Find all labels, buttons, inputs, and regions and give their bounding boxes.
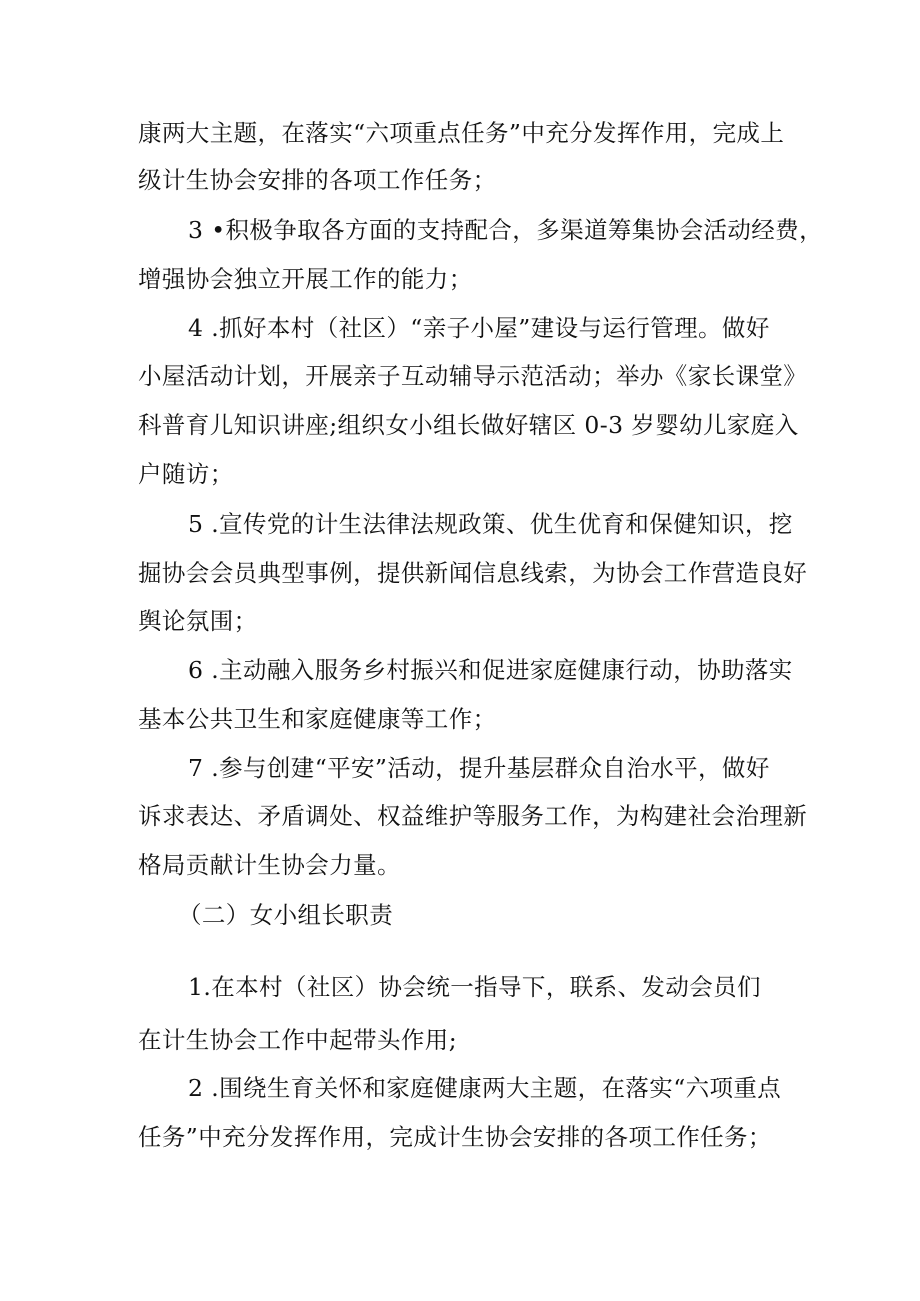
text-line: 康两大主题，在落实“六项重点任务”中充分发挥作用，完成上 bbox=[138, 119, 785, 147]
text-line: 5 .宣传党的计生法律法规政策、优生优育和保健知识，挖 bbox=[188, 510, 793, 538]
text-line: 2 .围绕生育关怀和家庭健康两大主题，在落实“六项重点 bbox=[188, 1074, 782, 1102]
text-line: 小屋活动计划，开展亲子互动辅导示范活动；举办《家长课堂》 bbox=[138, 362, 808, 390]
text-line: 7 .参与创建“平安”活动，提升基层群众自治水平，做好 bbox=[188, 754, 770, 782]
text-line: 户随访； bbox=[138, 460, 234, 488]
text-line: 基本公共卫生和家庭健康等工作； bbox=[138, 705, 497, 733]
text-line: 任务”中充分发挥作用，完成计生协会安排的各项工作任务； bbox=[138, 1123, 772, 1151]
text-line: 增强协会独立开展工作的能力； bbox=[138, 265, 473, 293]
text-line: 诉求表达、矛盾调处、权益维护等服务工作，为构建社会治理新 bbox=[138, 802, 808, 830]
text-line: 科普育儿知识讲座;组织女小组长做好辖区 0-3 岁婴幼儿家庭入 bbox=[138, 411, 799, 439]
text-line: 掘协会会员典型事例，提供新闻信息线索，为协会工作营造良好 bbox=[138, 559, 808, 587]
text-line: 4 .抓好本村（社区）“亲子小屋”建设与运行管理。做好 bbox=[188, 314, 770, 342]
text-line: 在计生协会工作中起带头作用; bbox=[138, 1026, 458, 1054]
text-line: 1.在本村（社区）协会统一指导下，联系、发动会员们 bbox=[188, 973, 761, 1001]
text-line: 6 .主动融入服务乡村振兴和促进家庭健康行动，协助落实 bbox=[188, 656, 793, 684]
text-line: 3 •积极争取各方面的支持配合，多渠道筹集协会活动经费， bbox=[188, 216, 823, 244]
section-heading: （二）女小组长职责 bbox=[178, 901, 394, 929]
text-line: 舆论氛围； bbox=[138, 607, 258, 635]
text-line: 格局贡献计生协会力量。 bbox=[138, 851, 401, 879]
text-line: 级计生协会安排的各项工作任务； bbox=[138, 166, 497, 194]
